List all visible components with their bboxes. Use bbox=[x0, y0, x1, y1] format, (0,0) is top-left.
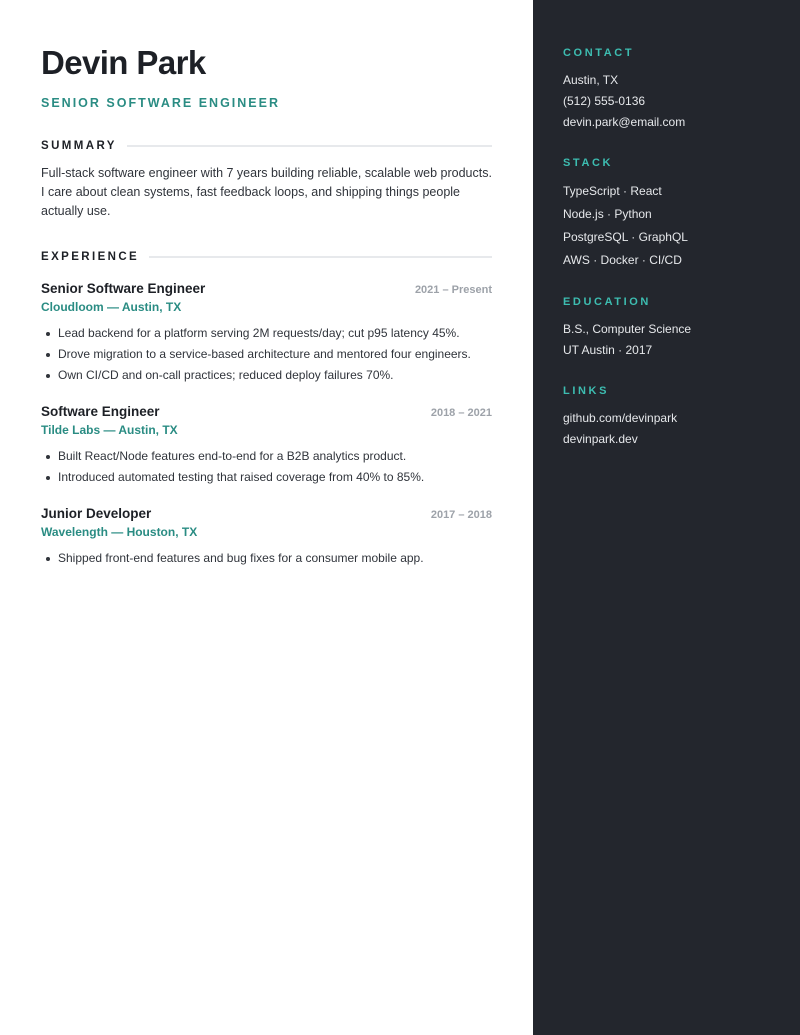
job-bullet: Shipped front-end features and bug fixes for a consumer mobile app. bbox=[41, 548, 492, 569]
summary-heading-label: SUMMARY bbox=[41, 140, 117, 152]
job-company: Cloudloom — Austin, TX bbox=[41, 300, 182, 314]
education-degree: B.S., Computer Science bbox=[563, 322, 692, 336]
section-divider bbox=[127, 145, 492, 147]
candidate-role: SENIOR SOFTWARE ENGINEER bbox=[41, 96, 280, 110]
links-heading: LINKS bbox=[563, 385, 609, 397]
contact-email: devin.park@email.com bbox=[563, 115, 686, 129]
contact-section bbox=[563, 47, 770, 133]
education-heading: EDUCATION bbox=[563, 296, 651, 308]
summary-text: Full-stack software engineer with 7 years building reliable, scalable web products. I care about clean systems, fast feedback loops, and shipping things people actually use. bbox=[41, 166, 492, 218]
stack-item: TypeScript · React bbox=[563, 184, 662, 198]
links-section bbox=[563, 385, 770, 450]
candidate-name: Devin Park bbox=[41, 44, 206, 81]
job-bullets bbox=[41, 323, 492, 386]
summary-heading bbox=[41, 140, 492, 152]
education-section bbox=[563, 296, 770, 361]
job-company: Tilde Labs — Austin, TX bbox=[41, 423, 178, 437]
job-dates: 2021 – Present bbox=[414, 284, 492, 296]
job-dates: 2017 – 2018 bbox=[430, 509, 492, 521]
job-company: Wavelength — Houston, TX bbox=[41, 525, 198, 539]
education-school: UT Austin · 2017 bbox=[563, 343, 653, 357]
job-bullets bbox=[41, 548, 492, 569]
stack-item: PostgreSQL · GraphQL bbox=[563, 230, 688, 244]
job-title: Senior Software Engineer bbox=[41, 281, 206, 296]
sidebar bbox=[533, 0, 800, 1035]
contact-location: Austin, TX bbox=[563, 73, 619, 87]
job-bullet: Own CI/CD and on-call practices; reduced deploy failures 70%. bbox=[41, 365, 492, 386]
job-entry bbox=[41, 404, 492, 488]
job-title: Junior Developer bbox=[41, 506, 152, 521]
experience-heading-label: EXPERIENCE bbox=[41, 251, 140, 263]
experience-heading bbox=[41, 251, 492, 263]
job-bullet: Built React/Node features end-to-end for a B2B analytics product. bbox=[41, 446, 492, 467]
stack-section bbox=[563, 157, 770, 272]
section-divider bbox=[149, 256, 492, 258]
job-bullet: Introduced automated testing that raised coverage from 40% to 85%. bbox=[41, 467, 492, 488]
stack-heading: STACK bbox=[563, 157, 614, 169]
job-bullet: Lead backend for a platform serving 2M requests/day; cut p95 latency 45%. bbox=[41, 323, 492, 344]
job-entry bbox=[41, 506, 492, 569]
job-title: Software Engineer bbox=[41, 404, 160, 419]
job-dates: 2018 – 2021 bbox=[430, 407, 492, 419]
link-website[interactable]: devinpark.dev bbox=[563, 432, 638, 446]
contact-heading: CONTACT bbox=[563, 47, 635, 59]
link-github[interactable]: github.com/devinpark bbox=[563, 411, 678, 425]
stack-item: Node.js · Python bbox=[563, 207, 652, 221]
stack-item: AWS · Docker · CI/CD bbox=[563, 253, 682, 267]
job-bullets bbox=[41, 446, 492, 488]
contact-phone: (512) 555-0136 bbox=[563, 94, 646, 108]
job-entry bbox=[41, 281, 492, 386]
job-bullet: Drove migration to a service-based architecture and mentored four engineers. bbox=[41, 344, 492, 365]
